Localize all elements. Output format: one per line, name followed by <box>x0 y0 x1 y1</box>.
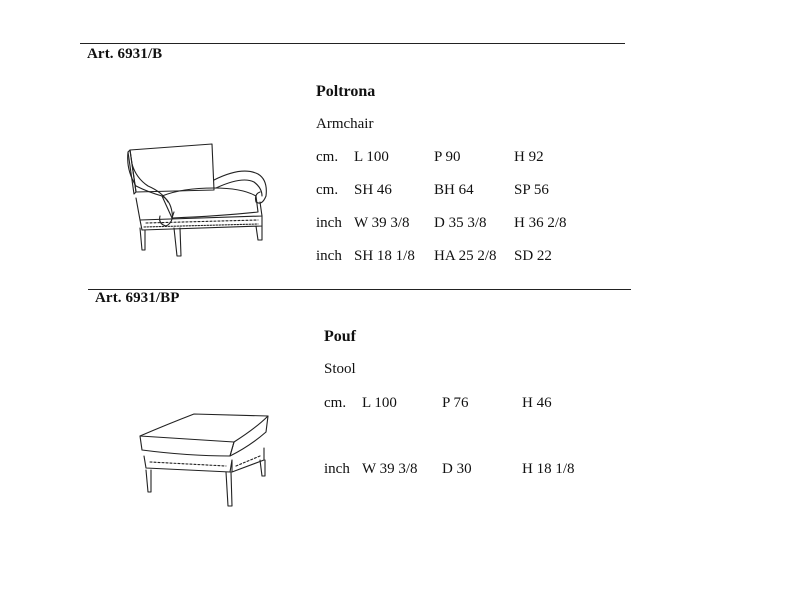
dimension-value: SH 46 <box>354 182 392 198</box>
product-title: Pouf <box>324 328 356 345</box>
dimension-value: H 92 <box>514 149 544 165</box>
dimension-value: SP 56 <box>514 182 549 198</box>
article-code: Art. 6931/B <box>87 46 163 62</box>
unit-label: cm. <box>316 182 339 198</box>
section-divider-top <box>80 43 625 44</box>
dimension-value: H 18 1/8 <box>522 461 575 477</box>
dimension-value: L 100 <box>354 149 389 165</box>
unit-label: inch <box>316 215 342 231</box>
unit-label: inch <box>316 248 342 264</box>
unit-label: inch <box>324 461 350 477</box>
dimension-value: W 39 3/8 <box>354 215 410 231</box>
dimension-value: H 36 2/8 <box>514 215 567 231</box>
product-subtitle: Armchair <box>316 116 374 132</box>
dimension-value: L 100 <box>362 395 397 411</box>
dimension-value: D 35 3/8 <box>434 215 487 231</box>
unit-label: cm. <box>316 149 339 165</box>
dimension-value: P 76 <box>442 395 469 411</box>
stool-drawing-icon <box>138 410 278 510</box>
armchair-drawing-icon <box>122 140 282 270</box>
dimension-value: P 90 <box>434 149 461 165</box>
dimension-value: SH 18 1/8 <box>354 248 415 264</box>
article-code: Art. 6931/BP <box>95 290 180 306</box>
dimension-value: D 30 <box>442 461 472 477</box>
dimension-value: W 39 3/8 <box>362 461 418 477</box>
dimension-value: BH 64 <box>434 182 474 198</box>
product-title: Poltrona <box>316 83 376 100</box>
dimension-value: H 46 <box>522 395 552 411</box>
dimension-value: SD 22 <box>514 248 552 264</box>
dimension-value: HA 25 2/8 <box>434 248 497 264</box>
unit-label: cm. <box>324 395 347 411</box>
product-subtitle: Stool <box>324 361 356 377</box>
